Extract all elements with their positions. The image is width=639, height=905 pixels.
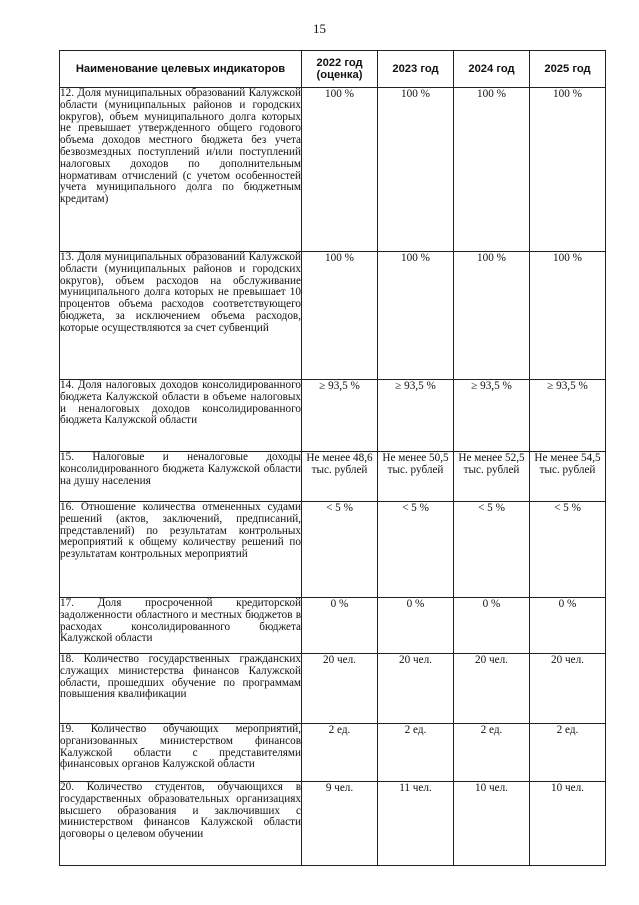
indicator-value-cell: < 5 % [378, 502, 454, 598]
indicator-name-cell: 17. Доля просроченной кредиторской задолженности областного и местных бюджетов в расходах консолидированного бюджета Калужской области [60, 598, 302, 654]
indicator-value-cell: 2 ед. [530, 724, 606, 782]
indicator-name-cell: 12. Доля муниципальных образований Калужской области (муниципальных районов и городских округов), объем муниципального долга которых не превышает утвержденного общего годового объема доходов местного бюджета без учета безвозмездных поступлений и/или поступлений налоговых доходов по дополнительным нормативам отчислений (с учетом особенностей учета муниципального долга по бюджетным кредитам) [60, 88, 302, 252]
indicator-value-cell: ≥ 93,5 % [454, 380, 530, 452]
indicators-table [59, 50, 606, 866]
indicator-value-cell: 9 чел. [302, 782, 378, 866]
indicator-value-cell: 20 чел. [302, 654, 378, 724]
table-row [60, 88, 606, 252]
indicator-value-cell: 20 чел. [378, 654, 454, 724]
table-row [60, 724, 606, 782]
indicator-value-cell: < 5 % [302, 502, 378, 598]
table-row [60, 252, 606, 380]
indicator-value-cell: ≥ 93,5 % [530, 380, 606, 452]
indicator-name-cell: 15. Налоговые и неналоговые доходы консолидированного бюджета Калужской области на душу населения [60, 452, 302, 502]
indicator-value-cell: 100 % [378, 88, 454, 252]
indicator-value-cell: 100 % [302, 252, 378, 380]
indicator-value-cell: 100 % [378, 252, 454, 380]
indicator-name-cell: 19. Количество обучающих мероприятий, организованных министерством финансов Калужской области с представителями финансовых органов Калужской области [60, 724, 302, 782]
indicator-value-cell: Не менее 52,5 тыс. рублей [454, 452, 530, 502]
indicator-value-cell: < 5 % [530, 502, 606, 598]
indicator-value-cell: ≥ 93,5 % [302, 380, 378, 452]
indicator-value-cell: 0 % [454, 598, 530, 654]
indicator-value-cell: 10 чел. [530, 782, 606, 866]
header-indicator-name: Наименование целевых индикаторов [60, 51, 302, 88]
indicator-value-cell: 0 % [302, 598, 378, 654]
indicator-name-cell: 20. Количество студентов, обучающихся в государственных образовательных организациях высшего образования и заключивших с министерством финансов Калужской области договоры о целевом обучении [60, 782, 302, 866]
indicator-value-cell: 2 ед. [302, 724, 378, 782]
indicator-value-cell: 100 % [530, 88, 606, 252]
table-row [60, 502, 606, 598]
indicator-value-cell: 2 ед. [454, 724, 530, 782]
header-year-2025: 2025 год [530, 51, 606, 88]
indicator-value-cell: 0 % [530, 598, 606, 654]
indicator-name-cell: 13. Доля муниципальных образований Калужской области (муниципальных районов и городских округов), объем расходов на обслуживание муниципального долга которых не превышает 10 процентов объема расходов соответствующего бюджета, за исключением объема расходов, которые осуществляются за счет субвенций [60, 252, 302, 380]
indicator-value-cell: 20 чел. [454, 654, 530, 724]
table-row [60, 380, 606, 452]
table-row [60, 782, 606, 866]
page-number: 15 [313, 21, 326, 36]
header-year-2022 [302, 51, 378, 88]
indicator-value-cell: 100 % [454, 252, 530, 380]
indicator-value-cell: 100 % [302, 88, 378, 252]
header-row [60, 51, 606, 88]
indicator-value-cell: 100 % [454, 88, 530, 252]
indicator-value-cell: ≥ 93,5 % [378, 380, 454, 452]
indicator-value-cell: 20 чел. [530, 654, 606, 724]
indicator-value-cell: 100 % [530, 252, 606, 380]
table-row [60, 452, 606, 502]
header-year-2024: 2024 год [454, 51, 530, 88]
indicator-value-cell: 2 ед. [378, 724, 454, 782]
indicator-name-cell: 14. Доля налоговых доходов консолидированного бюджета Калужской области в объеме налоговых и неналоговых доходов консолидированного бюджета Калужской области [60, 380, 302, 452]
indicator-value-cell: Не менее 54,5 тыс. рублей [530, 452, 606, 502]
indicator-value-cell: Не менее 50,5 тыс. рублей [378, 452, 454, 502]
indicator-value-cell: 0 % [378, 598, 454, 654]
indicator-name-cell: 16. Отношение количества отмененных судами решений (актов, заключений, предписаний, представлений) по результатам контрольных мероприятий к общему количеству решений по результатам контрольных мероприятий [60, 502, 302, 598]
header-year-2023: 2023 год [378, 51, 454, 88]
indicator-value-cell: 11 чел. [378, 782, 454, 866]
indicator-value-cell: < 5 % [454, 502, 530, 598]
table-row [60, 654, 606, 724]
header-2022-year: 2022 год [316, 57, 363, 69]
indicator-value-cell: 10 чел. [454, 782, 530, 866]
table-row [60, 598, 606, 654]
indicator-value-cell: Не менее 48,6 тыс. рублей [302, 452, 378, 502]
indicator-name-cell: 18. Количество государственных гражданских служащих министерства финансов Калужской области, прошедших обучение по программам повышения квалификации [60, 654, 302, 724]
header-2022-estimate: (оценка) [316, 69, 363, 81]
